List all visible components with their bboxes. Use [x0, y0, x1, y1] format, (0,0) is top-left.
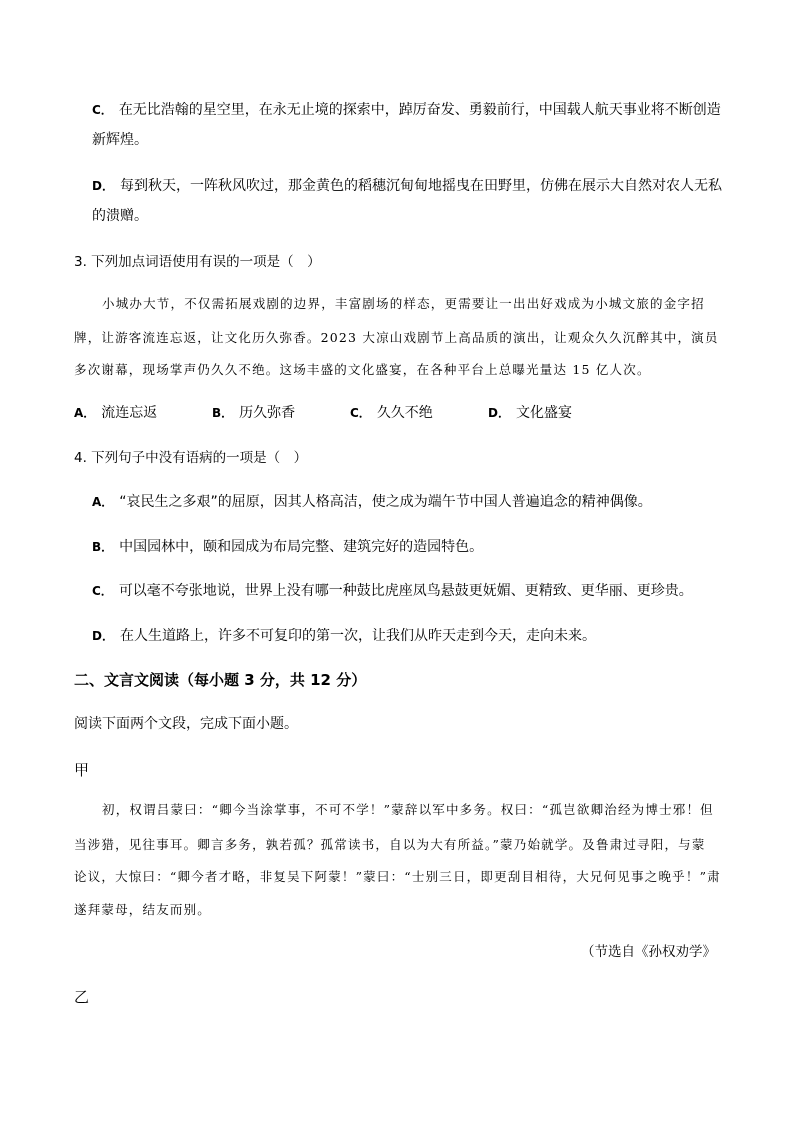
q3-stem: 3. 下列加点词语使用有误的一项是（ ）	[74, 254, 321, 270]
q4-stem: 4. 下列句子中没有语病的一项是（ ）	[74, 450, 308, 466]
jia-passage-line: 遂拜蒙母，结友而别。	[74, 902, 212, 917]
option-label: D．	[92, 629, 114, 643]
section-heading: 二、文言文阅读（每小题 3 分，共 12 分）	[74, 671, 367, 689]
option-text: 文化盛宴	[515, 405, 572, 421]
option-label: C．	[350, 406, 371, 420]
q2-option-c	[92, 100, 721, 120]
option-text: 中国园林中，颐和园成为布局完整、建筑完好的造园特色。	[119, 539, 484, 555]
q4-option-d	[92, 626, 596, 646]
option-label: C．	[92, 103, 113, 117]
jia-passage-line: 论议，大惊曰：“卿今者才略，非复吴下阿蒙！”蒙曰：“士别三日，即更刮目相待，大兄何见事之晚乎！”肃	[74, 869, 721, 884]
option-text: “哀民生之多艰”的屈原，因其人格高洁，使之成为端午节中国人普遍追念的精神偶像。	[119, 494, 652, 510]
option-label: B．	[212, 406, 234, 420]
q4-option-a	[92, 492, 652, 512]
q4-option-b	[92, 537, 483, 557]
section-instruction: 阅读下面两个文段，完成下面小题。	[74, 716, 298, 732]
option-text: 久久不绝	[376, 405, 433, 421]
q3-option-a	[74, 403, 157, 423]
option-label: A．	[74, 406, 96, 420]
passage-jia-label: 甲	[74, 761, 90, 779]
q3-passage-line: 多次谢幕，现场掌声仍久久不绝。这场丰盛的文化盛宴，在各种平台上总曝光量达 15 亿人次。	[74, 362, 651, 377]
passage-yi-label: 乙	[74, 988, 90, 1006]
option-label: D．	[92, 179, 114, 193]
option-text: 流连忘返	[101, 405, 158, 421]
option-text: 在人生道路上，许多不可复印的第一次，让我们从昨天走到今天，走向未来。	[119, 628, 596, 644]
option-label: C．	[92, 584, 113, 598]
option-text: 历久弥香	[239, 405, 296, 421]
option-text: 可以毫不夸张地说，世界上没有哪一种鼓比虎座凤鸟悬鼓更妩媚、更精致、更华丽、更珍贵。	[118, 583, 693, 599]
option-label: A．	[92, 495, 114, 509]
q3-passage-line: 小城办大节，不仅需拓展戏剧的边界，丰富剧场的样态，更需要让一出出好戏成为小城文旅的金字招	[102, 296, 705, 311]
jia-passage-line: 初，权谓吕蒙曰：“卿今当涂掌事，不可不学！”蒙辞以军中多务。权曰：“孤岂欲卿治经为博士邪！但	[102, 802, 714, 817]
jia-source: （节选自《孙权劝学》	[581, 944, 716, 960]
q4-option-c	[92, 581, 693, 601]
q3-option-c	[350, 403, 433, 423]
option-text: 每到秋天，一阵秋风吹过，那金黄色的稻穗沉甸甸地摇曳在田野里，仿佛在展示大自然对农人无私	[119, 178, 722, 194]
q2-option-c-continued: 新辉煌。	[92, 132, 148, 148]
jia-passage-line: 当涉猎，见往事耳。卿言多务，孰若孤？孤常读书，自以为大有所益。”蒙乃始就学。及鲁肃过寻阳，与蒙	[74, 837, 706, 852]
q2-option-d	[92, 176, 722, 196]
option-label: D．	[488, 406, 510, 420]
q2-option-d-continued: 的溃赠。	[92, 208, 148, 224]
option-label: B．	[92, 540, 114, 554]
q3-passage-line: 牌，让游客流连忘返，让文化历久弥香。2023 大凉山戏剧节上高品质的演出，让观众久久沉醉其中，演员	[74, 330, 719, 345]
option-text: 在无比浩翰的星空里，在永无止境的探索中，踔厉奋发、勇毅前行，中国载人航天事业将不断创造	[118, 102, 721, 118]
q3-option-d	[488, 403, 572, 423]
q3-option-b	[212, 403, 295, 423]
